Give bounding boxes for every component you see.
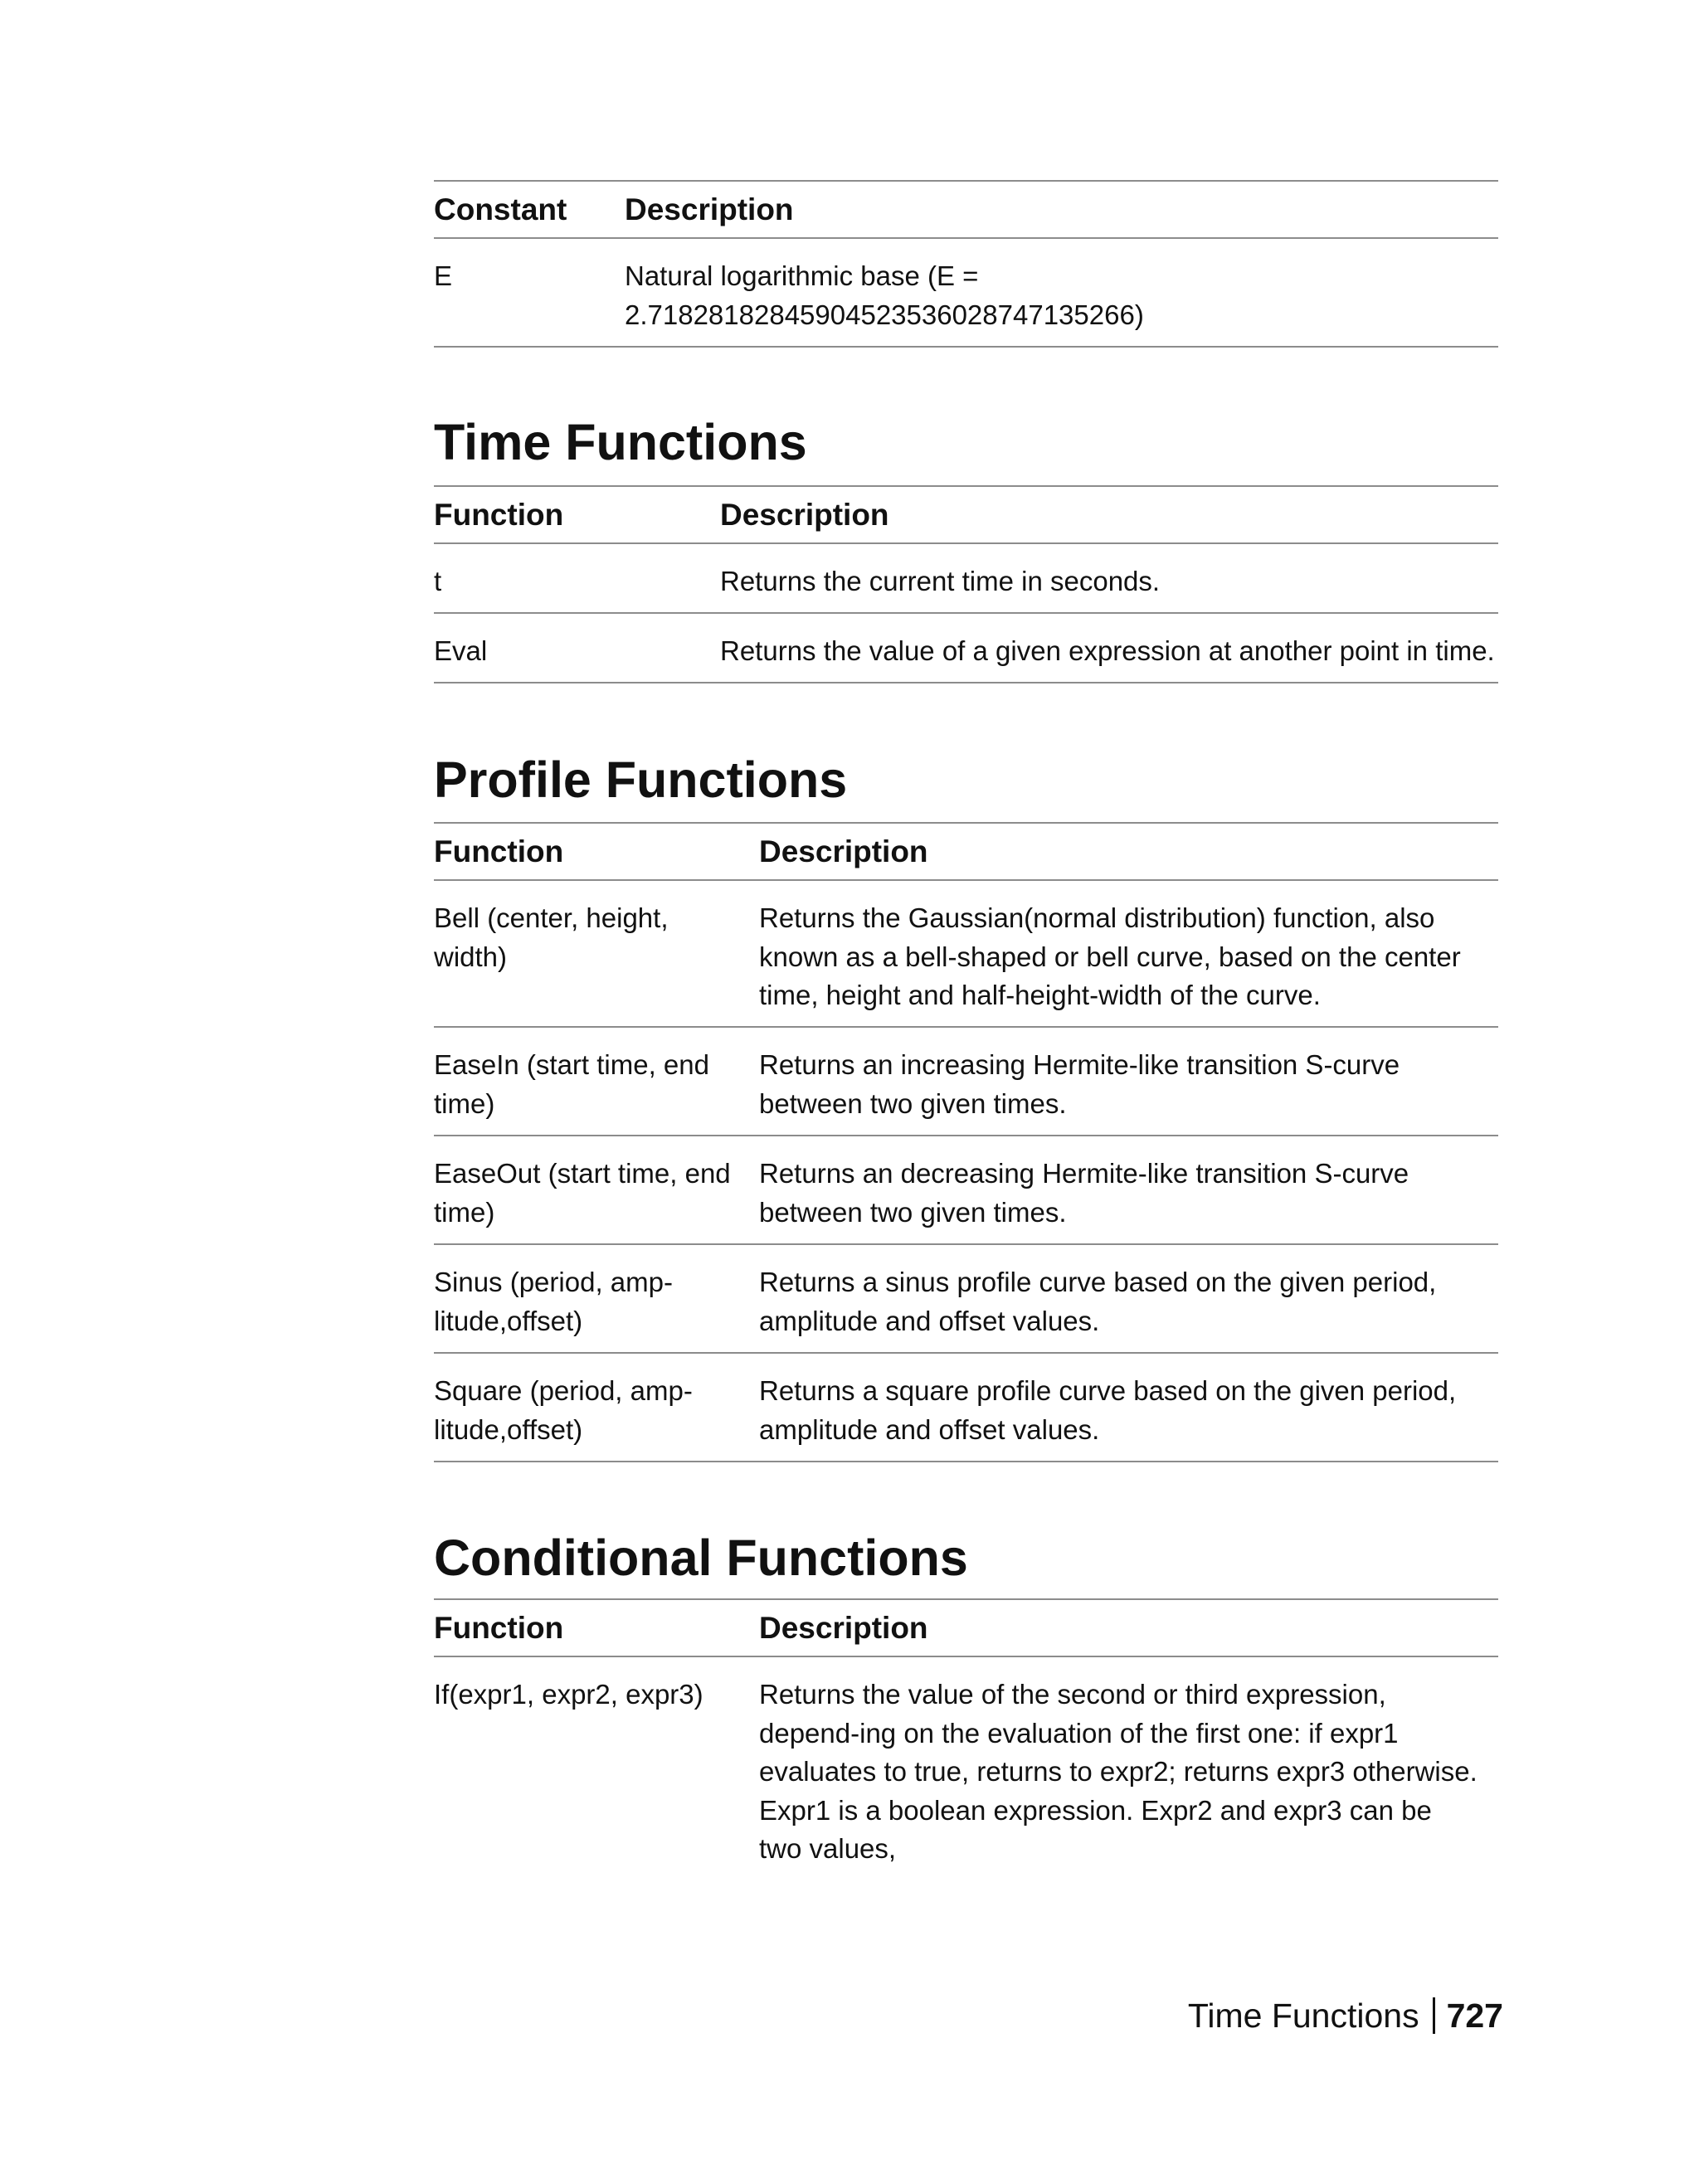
function-name: EaseOut (start time, end time) — [434, 1158, 731, 1228]
table-header — [434, 1600, 1498, 1657]
header-description: Description — [625, 192, 794, 226]
conditional-functions-table — [434, 1598, 1498, 1880]
section-title-time-functions: Time Functions — [434, 414, 807, 470]
profile-functions-table — [434, 822, 1498, 1462]
table-row — [434, 614, 1498, 683]
function-name: Bell (center, height, width) — [434, 902, 669, 972]
page-footer — [1188, 1997, 1503, 2034]
section-title-conditional-functions: Conditional Functions — [434, 1530, 968, 1586]
page-number: 727 — [1446, 1997, 1503, 2035]
function-name: Square (period, amp-litude,offset) — [434, 1375, 693, 1445]
function-description: Returns the Gaussian(normal distribution) function, also known as a bell-shaped or bell curve, based on the center time, height and half-height-width of the curve. — [759, 902, 1461, 1010]
table-row — [434, 1136, 1498, 1245]
function-name: Eval — [434, 635, 488, 666]
table-header — [434, 182, 1498, 239]
constants-table — [434, 180, 1498, 348]
function-name: Sinus (period, amp-litude,offset) — [434, 1267, 673, 1336]
constant-name: E — [434, 260, 453, 291]
header-description: Description — [720, 497, 889, 532]
table-header — [434, 487, 1498, 544]
footer-divider — [1433, 1997, 1435, 2034]
function-name: t — [434, 566, 442, 596]
table-row — [434, 1354, 1498, 1462]
section-title-profile-functions: Profile Functions — [434, 752, 848, 808]
header-description: Description — [759, 1610, 928, 1645]
function-description: Returns an decreasing Hermite-like transition S-curve between two given times. — [759, 1158, 1409, 1228]
table-row — [434, 881, 1498, 1028]
table-row — [434, 544, 1498, 614]
table-row — [434, 1657, 1498, 1880]
table-row — [434, 1245, 1498, 1354]
table-row — [434, 1028, 1498, 1136]
function-description: Returns a square profile curve based on the given period, amplitude and offset values. — [759, 1375, 1457, 1445]
footer-section-title: Time Functions — [1187, 1997, 1419, 2035]
time-functions-table — [434, 485, 1498, 683]
function-description: Returns the value of a given expression at another point in time. — [720, 635, 1495, 666]
header-function: Function — [434, 834, 564, 868]
function-name: EaseIn (start time, end time) — [434, 1049, 709, 1119]
header-description: Description — [759, 834, 928, 868]
header-constant: Constant — [434, 192, 567, 226]
function-description: Returns an increasing Hermite-like transition S-curve between two given times. — [759, 1049, 1400, 1119]
table-row — [434, 239, 1498, 348]
function-name: If(expr1, expr2, expr3) — [434, 1679, 703, 1710]
constant-description: Natural logarithmic base (E = 2.71828182845904523536028747135266) — [625, 260, 1144, 330]
header-function: Function — [434, 497, 564, 532]
function-description: Returns the value of the second or third expression, depend-ing on the evaluation of the first one: if expr1 evaluates to true, returns to expr2; returns expr3 otherwise. Expr1 is a boolean expression. Expr2 and expr3 can be two values, — [759, 1679, 1477, 1864]
function-description: Returns the current time in seconds. — [720, 566, 1161, 596]
function-description: Returns a sinus profile curve based on the given period, amplitude and offset values. — [759, 1267, 1437, 1336]
header-function: Function — [434, 1610, 564, 1645]
table-header — [434, 824, 1498, 881]
